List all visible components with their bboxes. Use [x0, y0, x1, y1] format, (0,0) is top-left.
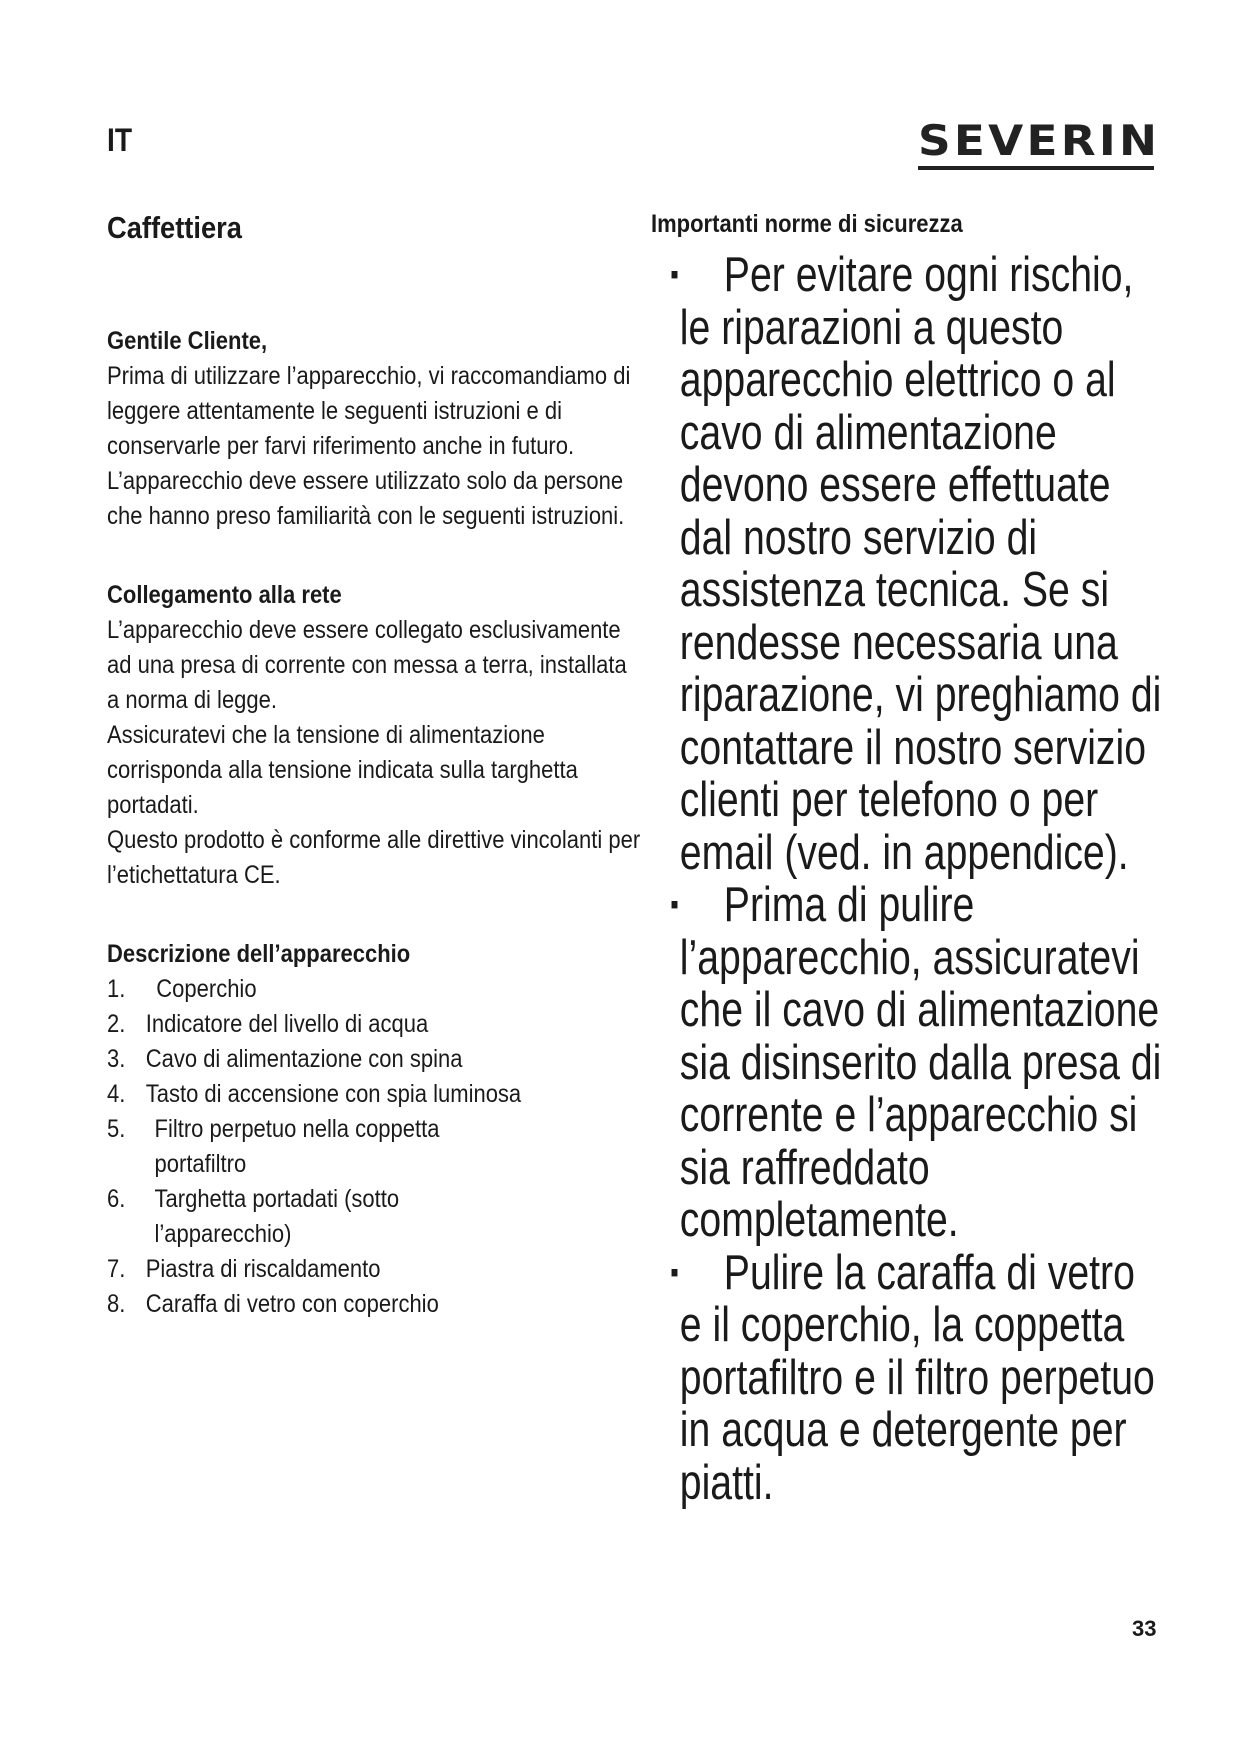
left-column [107, 210, 641, 1322]
list-text: Coperchio [156, 975, 257, 1003]
list-text: Tasto di accensione con spia luminosa [145, 1080, 522, 1108]
bullet-icon: ▪ [670, 258, 679, 291]
connection-paragraph: Questo prodotto è conforme alle direttive vincolanti per l’etichettatura CE. [107, 826, 641, 889]
list-item [107, 1112, 477, 1182]
list-number: 7. [107, 1255, 126, 1283]
safety-list [651, 249, 1163, 1509]
page-number: 33 [1132, 1616, 1157, 1641]
list-number: 5. [107, 1115, 126, 1143]
connection-section [107, 578, 641, 893]
greeting-heading: Gentile Cliente, [107, 327, 268, 355]
list-text: Caraffa di vetro con coperchio [145, 1290, 439, 1318]
list-text: Cavo di alimentazione con spina [145, 1045, 463, 1073]
right-column [651, 210, 1181, 1509]
list-item [107, 1077, 640, 1112]
brand-logo: SEVERIN [918, 116, 1161, 165]
brand-underline [918, 166, 1154, 170]
greeting-section [107, 324, 631, 534]
list-item [107, 1287, 640, 1322]
bullet-icon: ▪ [670, 1255, 679, 1289]
list-number: 1. [107, 975, 126, 1003]
list-item [107, 1042, 640, 1077]
list-number: 2. [107, 1010, 126, 1038]
parts-list [107, 972, 640, 1322]
safety-item [651, 249, 1163, 879]
safety-text: Per evitare ogni rischio, le riparazioni a questo apparecchio elettrico o al cavo di alimentazione devono essere effettuate dal nostro servizio di assistenza tecnica. Se si rendesse necessaria una riparazione, vi preghiamo di contattare il nostro servizio clienti per telefono o per email (ved. in appendice). [679, 248, 1162, 880]
safety-item [651, 879, 1163, 1247]
list-item [107, 1007, 640, 1042]
list-text: Filtro perpetuo nella coppetta portafiltro [154, 1115, 440, 1178]
list-number: 4. [107, 1080, 126, 1108]
list-item [107, 1182, 424, 1252]
safety-item [651, 1247, 1163, 1510]
list-text: Indicatore del livello di acqua [145, 1010, 429, 1038]
safety-text: Pulire la caraffa di vetro e il coperchio, la coppetta portafiltro e il filtro perpetuo in acqua e detergente per piatti. [679, 1245, 1155, 1510]
list-number: 3. [107, 1045, 126, 1073]
greeting-text: Prima di utilizzare l’apparecchio, vi raccomandiamo di leggere attentamente le seguenti istruzioni e di conservarle per farvi riferimento anche in futuro. L’apparecchio deve essere utilizzato solo da persone che hanno preso familiarità con le seguenti istruzioni. [107, 362, 631, 530]
connection-heading: Collegamento alla rete [107, 581, 342, 609]
connection-paragraph: L’apparecchio deve essere collegato esclusivamente ad una presa di corrente con messa a terra, installata a norma di legge. [107, 616, 627, 714]
description-section [107, 937, 573, 1322]
description-heading: Descrizione dell’apparecchio [107, 940, 411, 968]
bullet-icon: ▪ [670, 888, 679, 921]
page-title: Caffettiera [107, 210, 242, 245]
list-item [107, 1252, 640, 1287]
list-item [107, 972, 640, 1007]
list-text: Piastra di riscaldamento [145, 1255, 381, 1283]
list-text: Targhetta portadati (sotto l’apparecchio) [154, 1185, 400, 1248]
connection-paragraph: Assicuratevi che la tensione di alimentazione corrisponda alla tensione indicata sulla targhetta portadati. [107, 721, 578, 819]
list-number: 8. [107, 1290, 126, 1318]
safety-text: Prima di pulire l’apparecchio, assicuratevi che il cavo di alimentazione sia disinserito dalla presa di corrente e l’apparecchio si sia raffreddato completamente. [679, 878, 1162, 1247]
language-code: IT [107, 122, 133, 158]
list-number: 6. [107, 1185, 126, 1213]
safety-heading: Importanti norme di sicurezza [651, 210, 963, 238]
